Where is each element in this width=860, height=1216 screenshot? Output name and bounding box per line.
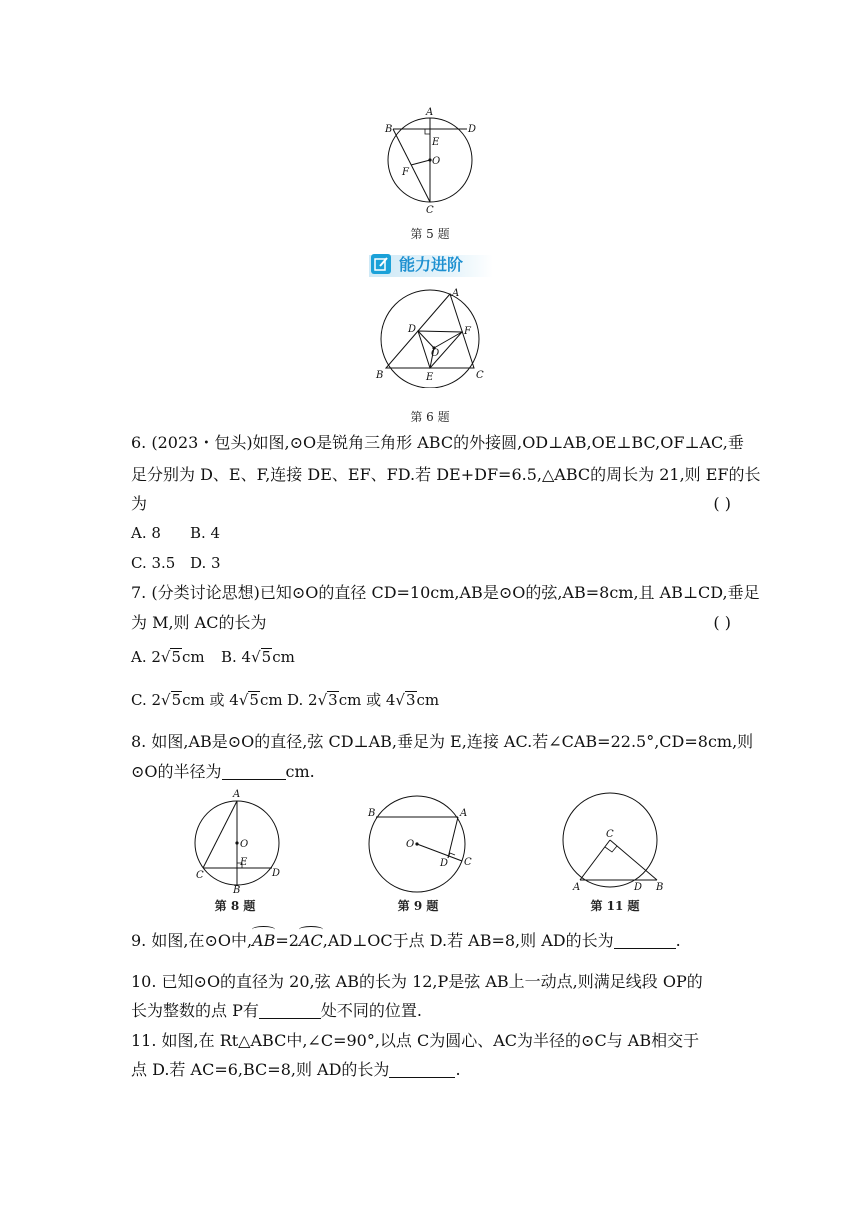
fig5-label-f: F <box>402 167 409 178</box>
q10-answer-blank[interactable] <box>259 1002 321 1019</box>
q7-d-radicand2: 3 <box>405 691 416 709</box>
q7-b-radicand: 5 <box>261 648 272 666</box>
q7-line1: 7. (分类讨论思想)已知⊙O的直径 CD=10cm,AB是⊙O的弦,AB=8cm,且 AB⊥CD,垂足 <box>131 583 760 602</box>
q6-option-a: A. 8 <box>131 524 161 542</box>
q7-option-d: D. 2√3cm 或 4√3cm <box>287 691 440 709</box>
q10-line2 <box>131 1000 731 1022</box>
q7-c-unit: cm <box>259 691 283 709</box>
fig6-label-d: D <box>408 324 417 335</box>
fig9-label-c: C <box>464 857 472 868</box>
q10-line1: 10. 已知⊙O的直径为 20,弦 AB的长为 12,P是弦 AB上一动点,则满足线段 OP的 <box>131 972 703 991</box>
q7-option-c: C. 2√5cm 或 4√5cm <box>131 691 283 709</box>
fig5-label-e: E <box>432 137 440 148</box>
fig11-label-b: B <box>656 882 664 893</box>
fig6-label-f: F <box>464 326 471 337</box>
q6-answer-paren: ( ) <box>713 494 731 513</box>
q6-option-b: B. 4 <box>190 524 221 542</box>
fig9-label-a: A <box>460 808 468 819</box>
q10-line2-post: 处不同的位置. <box>320 1001 422 1020</box>
q11-line2-post: . <box>455 1060 461 1079</box>
section-banner <box>369 252 493 278</box>
q7-line2: 为 M,则 AC的长为 <box>131 613 267 632</box>
fig8-label-a: A <box>233 789 241 800</box>
figure-9-caption: 第 9 题 <box>397 899 439 913</box>
fig6-label-a: A <box>452 288 460 299</box>
q8-line1: 8. 如图,AB是⊙O的直径,弦 CD⊥AB,垂足为 E,连接 AC.若∠CAB=22.5°,CD=8cm,则 <box>131 732 754 751</box>
q7-c-radicand1: 5 <box>171 691 182 709</box>
q7-answer-paren: ( ) <box>713 613 731 632</box>
fig11-label-a: A <box>573 882 581 893</box>
q7-d-coef: D. 2 <box>287 691 318 709</box>
q9-mid: =2 <box>275 931 299 950</box>
q8-line2 <box>131 761 731 783</box>
fig11-label-d: D <box>634 882 643 893</box>
figure-9 <box>360 790 490 900</box>
q9-arc-ab: AB <box>252 931 276 950</box>
q7-b-coef: B. 4 <box>221 648 252 666</box>
figure-8-caption: 第 8 题 <box>214 899 256 913</box>
figure-11-caption: 第 11 题 <box>590 899 640 913</box>
fig8-label-e: E <box>240 857 248 868</box>
q8-answer-blank[interactable] <box>222 763 286 780</box>
figure-11 <box>560 790 670 900</box>
q6-line2: 足分别为 D、E、F,连接 DE、EF、FD.若 DE+DF=6.5,△ABC的周长为 21,则 EF的长 <box>131 465 761 484</box>
figure-6 <box>370 284 490 388</box>
section-title: 能力进阶 <box>399 255 464 274</box>
fig6-label-c: C <box>476 370 484 381</box>
q7-d-mid: cm 或 4 <box>338 691 396 709</box>
figure-5 <box>380 103 480 218</box>
q7-c-mid: cm 或 4 <box>182 691 239 709</box>
q8-line2-pre: ⊙O的半径为 <box>131 762 222 781</box>
fig5-label-b: B <box>385 124 393 135</box>
fig9-label-b: B <box>368 808 376 819</box>
q8-line2-post: cm. <box>285 762 315 781</box>
q7-option-b: B. 4√5cm <box>221 648 295 666</box>
q6-line1: 6. (2023・包头)如图,⊙O是锐角三角形 ABC的外接圆,OD⊥AB,OE⊥BC,OF⊥AC,垂 <box>131 433 744 452</box>
q11-line2 <box>131 1059 731 1081</box>
q6-option-c: C. 3.5 <box>131 554 176 572</box>
fig8-label-d: D <box>272 868 281 879</box>
figure-5-caption: 第 5 题 <box>410 227 450 241</box>
q6-line3-wrap <box>131 493 731 515</box>
q7-a-coef: A. 2 <box>131 648 161 666</box>
fig6-label-o: O <box>431 348 440 359</box>
fig5-label-c: C <box>426 205 434 216</box>
q6-option-d: D. 3 <box>190 554 221 572</box>
q6-line3: 为 <box>131 494 148 513</box>
fig5-label-d: D <box>468 124 477 135</box>
q11-line1: 11. 如图,在 Rt△ABC中,∠C=90°,以点 C为圆心、AC为半径的⊙C与 AB相交于 <box>131 1031 700 1050</box>
q9-post: ,AD⊥OC于点 D.若 AB=8,则 AD的长为 <box>322 931 614 950</box>
q9-pre: 9. 如图,在⊙O中, <box>131 931 253 950</box>
fig5-label-o: O <box>432 156 441 167</box>
figure-8 <box>186 784 286 899</box>
q7-line2-wrap <box>131 612 731 634</box>
pencil-note-icon <box>371 254 391 274</box>
q10-line2-pre: 长为整数的点 P有 <box>131 1001 259 1020</box>
q11-line2-pre: 点 D.若 AC=6,BC=8,则 AD的长为 <box>131 1060 390 1079</box>
fig11-label-c: C <box>606 829 614 840</box>
q7-b-unit: cm <box>272 648 295 666</box>
q9-arc-ac: AC <box>298 931 323 950</box>
q7-d-unit: cm <box>416 691 440 709</box>
fig8-label-b: B <box>233 885 241 896</box>
fig6-label-b: B <box>376 370 384 381</box>
q7-d-radicand1: 3 <box>328 691 338 709</box>
q11-answer-blank[interactable] <box>389 1061 455 1078</box>
fig9-label-d: D <box>440 858 449 869</box>
q7-c-coef: C. 2 <box>131 691 162 709</box>
fig8-label-o: O <box>240 839 249 850</box>
fig6-label-e: E <box>426 372 434 383</box>
q9-end: . <box>675 931 681 950</box>
q7-a-unit: cm <box>182 648 205 666</box>
q7-a-radicand: 5 <box>171 648 182 666</box>
q7-c-radicand2: 5 <box>249 691 259 709</box>
q9-answer-blank[interactable] <box>614 932 676 949</box>
q7-option-a: A. 2√5cm <box>131 648 205 666</box>
figure-6-caption: 第 6 题 <box>410 410 450 424</box>
q9-line <box>131 930 731 952</box>
fig9-label-o: O <box>406 839 415 850</box>
fig8-label-c: C <box>196 870 204 881</box>
fig5-label-a: A <box>426 107 434 118</box>
